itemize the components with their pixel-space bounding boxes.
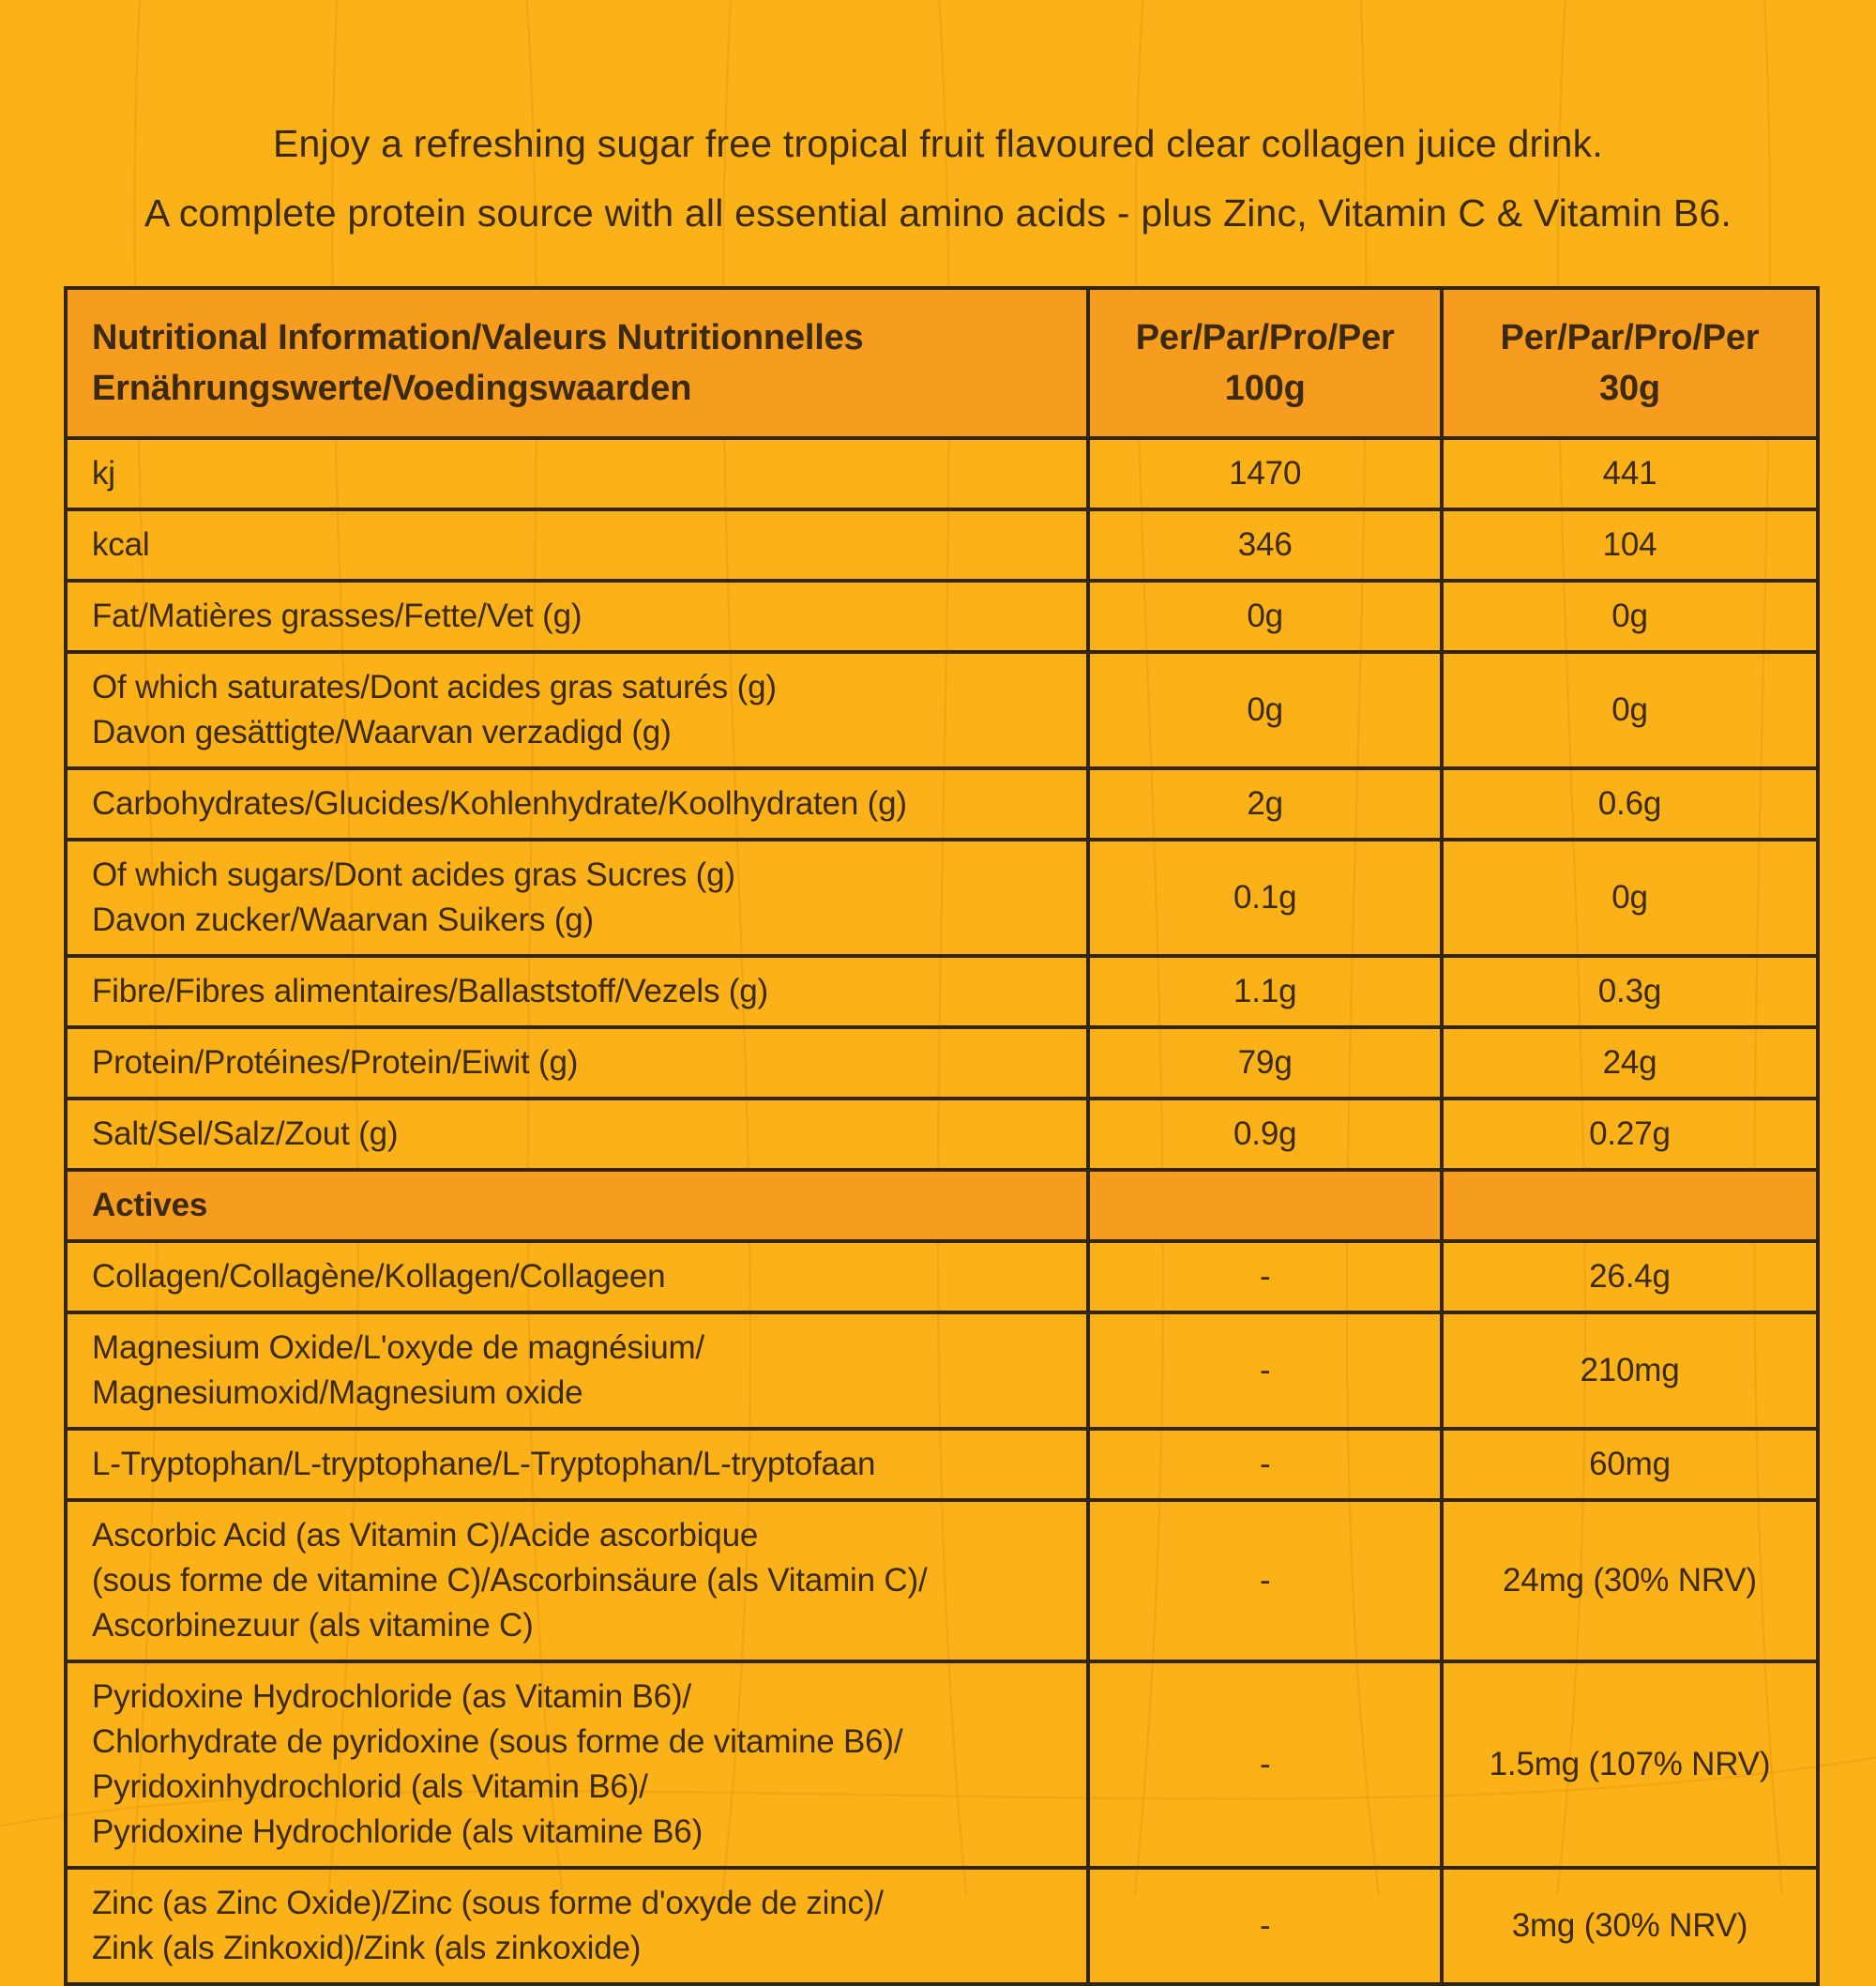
value-per-100g [1090,1502,1444,1660]
value-text: 26.4g [1589,1258,1671,1295]
row-label [68,1663,1090,1866]
value-per-100g [1090,1029,1444,1097]
value-per-100g [1090,654,1444,766]
value-text: 24g [1602,1044,1657,1081]
value-per-30g [1444,841,1816,954]
value-text: 0.6g [1597,785,1662,822]
row-label [68,1029,1090,1097]
section-empty-cell [1444,1172,1816,1239]
row-label-line: Fat/Matières grasses/Fette/Vet (g) [92,598,582,634]
value-per-30g [1444,1100,1816,1168]
section-label-line: Actives [92,1187,208,1223]
value-per-30g [1444,1243,1816,1311]
header-label-line: Nutritional Information/Valeurs Nutritionnelles [92,318,864,357]
value-per-100g [1090,583,1444,650]
description-line-2: A complete protein source with all essential amino acids - plus Zinc, Vitamin C & Vitamin B6. [144,191,1732,235]
row-label [68,1502,1090,1660]
value-text: 0.3g [1597,973,1662,1009]
value-per-100g [1090,1431,1444,1498]
value-per-30g [1444,770,1816,838]
header-per-line: Per/Par/Pro/Per [1500,318,1760,357]
row-label-line: L-Tryptophan/L-tryptophane/L-Tryptophan/L-tryptofaan [92,1446,876,1482]
table-row-protein [68,1029,1816,1100]
row-label [68,770,1090,838]
value-text: 0g [1611,598,1648,634]
table-row-ascorbic-acid [68,1502,1816,1663]
value-text: 0g [1247,598,1283,634]
value-per-30g [1444,440,1816,508]
row-label [68,583,1090,650]
value-text: 346 [1237,526,1293,563]
row-label-line: Pyridoxine Hydrochloride (als vitamine B6) [92,1813,704,1850]
value-text: 79g [1237,1044,1293,1081]
row-label [68,654,1090,766]
header-per-line: Per/Par/Pro/Per [1135,318,1395,357]
value-per-30g [1444,1663,1816,1866]
value-per-30g [1444,1870,1816,1982]
row-label-line: Salt/Sel/Salz/Zout (g) [92,1115,399,1152]
table-row-saturates [68,654,1816,770]
value-text: 1.1g [1233,973,1297,1009]
section-empty-cell [1090,1172,1444,1239]
row-label-line: Zink (als Zinkoxid)/Zink (als zinkoxide) [92,1930,642,1966]
table-row-sugars [68,841,1816,958]
value-per-30g [1444,1314,1816,1427]
table-row-l-tryptophan [68,1431,1816,1502]
value-text: 0.9g [1233,1115,1297,1152]
value-per-30g [1444,511,1816,579]
row-label [68,1431,1090,1498]
value-per-30g [1444,1431,1816,1498]
value-per-30g [1444,1502,1816,1660]
value-text: 0g [1611,879,1648,916]
value-per-100g [1090,770,1444,838]
value-text: 210mg [1580,1352,1680,1388]
value-text: 0.27g [1589,1115,1671,1152]
row-label-line: Magnesiumoxid/Magnesium oxide [92,1374,583,1411]
row-label [68,958,1090,1025]
row-label-line: Davon gesättigte/Waarvan verzadigd (g) [92,714,672,750]
row-label [68,1870,1090,1982]
value-text: 104 [1602,526,1657,563]
value-text: - [1259,1352,1271,1388]
header-label-line: Ernährungswerte/Voedingswaarden [92,369,692,408]
value-per-100g [1090,1243,1444,1311]
value-text: - [1259,1446,1271,1482]
table-header-row [68,290,1816,440]
header-per-100g [1090,290,1444,436]
value-text: - [1259,1258,1271,1295]
value-per-30g [1444,1029,1816,1097]
value-per-100g [1090,1314,1444,1427]
value-text: - [1259,1562,1271,1599]
value-text: 1470 [1229,455,1302,492]
value-text: 24mg (30% NRV) [1503,1562,1757,1599]
table-row-magnesium-oxide [68,1314,1816,1431]
table-row-zinc [68,1870,1816,1982]
nutrition-table [64,286,1820,1986]
row-label-line: Magnesium Oxide/L'oxyde de magnésium/ [92,1329,704,1366]
row-label-line: Protein/Protéines/Protein/Eiwit (g) [92,1044,579,1081]
table-section-actives [68,1172,1816,1243]
value-text: - [1259,1907,1271,1944]
table-row-pyridoxine-hydrochloride [68,1663,1816,1870]
value-text: 0.1g [1233,879,1297,916]
value-per-100g [1090,1100,1444,1168]
row-label-line: Chlorhydrate de pyridoxine (sous forme de vitamine B6)/ [92,1723,903,1760]
value-text: 1.5mg (107% NRV) [1489,1746,1771,1782]
table-row-kj [68,440,1816,511]
value-text: 3mg (30% NRV) [1511,1907,1748,1944]
table-row-collagen [68,1243,1816,1314]
value-text: 0g [1611,691,1648,728]
value-text: 441 [1602,455,1657,492]
value-per-100g [1090,1870,1444,1982]
value-text: 2g [1247,785,1283,822]
table-row-kcal [68,511,1816,583]
table-row-fibre [68,958,1816,1029]
row-label-line: Davon zucker/Waarvan Suikers (g) [92,902,594,938]
table-row-carbohydrates [68,770,1816,841]
row-label-line: Collagen/Collagène/Kollagen/Collageen [92,1258,666,1295]
value-per-30g [1444,958,1816,1025]
header-per-line: 30g [1599,369,1660,408]
table-row-salt [68,1100,1816,1172]
value-per-100g [1090,511,1444,579]
value-per-100g [1090,1663,1444,1866]
row-label-line: Pyridoxinhydrochlorid (als Vitamin B6)/ [92,1768,648,1805]
description-line-1: Enjoy a refreshing sugar free tropical fruit flavoured clear collagen juice drink. [273,122,1603,165]
value-per-100g [1090,440,1444,508]
product-description [0,109,1876,248]
value-text: 0g [1247,691,1283,728]
row-label-line: Fibre/Fibres alimentaires/Ballaststoff/Vezels (g) [92,973,768,1009]
row-label-line: Zinc (as Zinc Oxide)/Zinc (sous forme d'oxyde de zinc)/ [92,1885,884,1921]
header-per-30g [1444,290,1816,436]
row-label [68,1314,1090,1427]
row-label-line: Of which saturates/Dont acides gras saturés (g) [92,669,777,705]
row-label-line: kcal [92,526,150,563]
row-label-line: Ascorbinezuur (als vitamine C) [92,1607,534,1644]
value-per-100g [1090,958,1444,1025]
value-text: 60mg [1589,1446,1671,1482]
value-per-100g [1090,841,1444,954]
row-label [68,841,1090,954]
section-label [68,1172,1090,1239]
row-label [68,440,1090,508]
row-label-line: Pyridoxine Hydrochloride (as Vitamin B6)/ [92,1678,691,1715]
table-row-fat [68,583,1816,654]
row-label-line: Ascorbic Acid (as Vitamin C)/Acide ascorbique [92,1517,759,1554]
row-label-line: Of which sugars/Dont acides gras Sucres (g) [92,857,735,893]
row-label-line: Carbohydrates/Glucides/Kohlenhydrate/Koolhydraten (g) [92,785,907,822]
row-label-line: kj [92,455,115,492]
value-per-30g [1444,583,1816,650]
value-per-30g [1444,654,1816,766]
row-label-line: (sous forme de vitamine C)/Ascorbinsäure (als Vitamin C)/ [92,1562,928,1599]
row-label [68,1243,1090,1311]
header-per-line: 100g [1224,369,1306,408]
row-label [68,511,1090,579]
value-text: - [1259,1746,1271,1782]
header-nutritional-information [68,290,1090,436]
row-label [68,1100,1090,1168]
